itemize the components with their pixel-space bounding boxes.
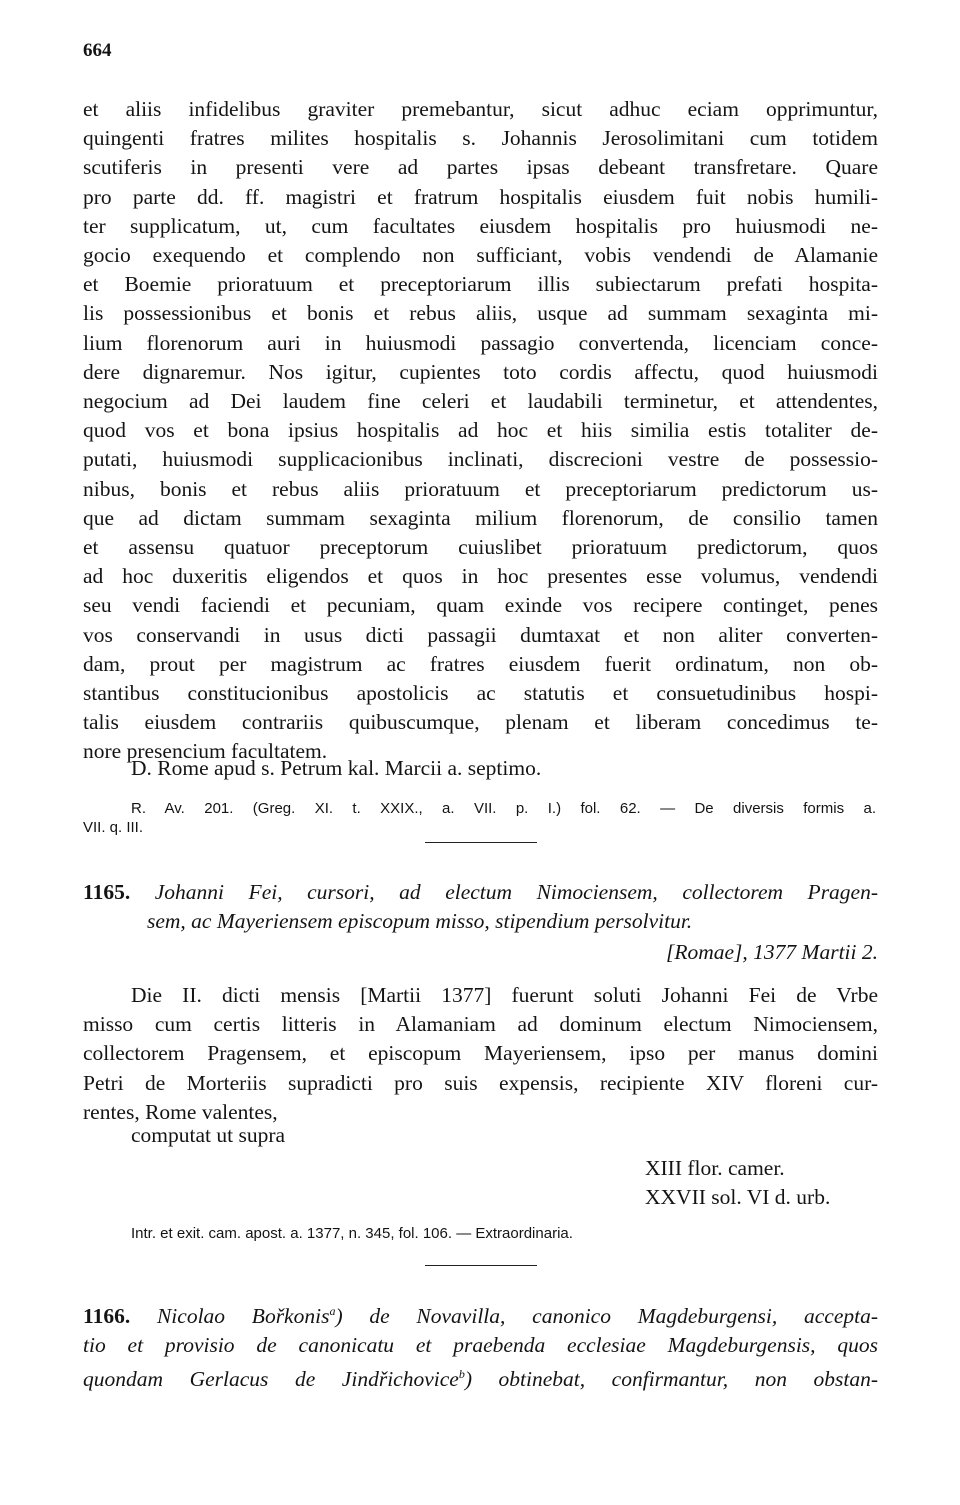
text-line: dere dignaremur. Nos igitur, cupientes toto cordis affectu, quod huiusmodi — [83, 359, 878, 384]
text-line: stantibus constitucionibus apostolicis ac statutis et consuetudinibus hospi- — [83, 681, 878, 706]
entry-title-continued: quondam Gerlacus de Jindřichovice — [83, 1367, 459, 1392]
text-line: scutiferis in presenti vere ad partes ipsas debeant transfretare. Quare — [83, 155, 878, 180]
footnote-marker: a — [329, 1304, 336, 1318]
entry-title: ) de Novavilla, canonico Magdeburgensi, accepta- — [335, 1304, 879, 1329]
entry-heading-1165 — [83, 878, 878, 936]
entry-title-continued: tio et provisio de canonicatu et praebenda ecclesiae Magdeburgensis, quos — [83, 1333, 878, 1358]
text-line: dam, prout per magistrum ac fratres eiusdem fuerit ordinatum, non ob- — [83, 651, 878, 676]
date-line: D. Rome apud s. Petrum kal. Marcii a. septimo. — [131, 756, 542, 780]
text-line: quod vos et bona ipsius hospitalis ad hoc et hiis similia estis totaliter de- — [83, 418, 878, 443]
entry-title: Johanni Fei, cursori, ad electum Nimociensem, collectorem Pragen- — [154, 880, 879, 904]
place-date: [Romae], 1377 Martii 2. — [665, 940, 878, 964]
amount-florins: XIII flor. camer. — [645, 1156, 785, 1180]
text-line: lium florenorum auri in huiusmodi passagio convertenda, licenciam conce- — [83, 330, 878, 355]
entry-title-continued: ) obtinebat, confirmantur, non obstan- — [464, 1367, 878, 1392]
text-line: et aliis infidelibus graviter premebantur, sicut adhuc eciam opprimuntur, — [83, 97, 878, 121]
text-line: pro parte dd. ff. magistri et fratrum hospitalis eiusdem fuit nobis humili- — [83, 184, 878, 209]
text-line: putati, huiusmodi supplicacionibus inclinati, discrecioni vestre de possessio- — [83, 447, 878, 472]
entry-title: Nicolao Bořkonis — [156, 1304, 330, 1329]
text-line: Die II. dicti mensis [Martii 1377] fuerunt soluti Johanni Fei de Vrbe — [131, 983, 878, 1007]
text-line: ter supplicatum, ut, cum facultates eiusdem hospitalis pro huiusmodi ne- — [83, 213, 878, 238]
text-line: seu vendi faciendi et pecuniam, quam exinde vos recipere continget, penes — [83, 593, 878, 618]
text-line: Petri de Morteriis supradicti pro suis expensis, recipiente XIV floreni cur- — [83, 1070, 878, 1095]
text-line: misso cum certis litteris in Alamaniam ad dominum electum Nimociensem, — [83, 1012, 878, 1037]
text-line: et assensu quatuor preceptorum cuiuslibet prioratuum predictorum, quos — [83, 535, 878, 560]
amount-solidi: XXVII sol. VI d. urb. — [645, 1185, 831, 1209]
source-citation: R. Av. 201. (Greg. XI. t. XXIX., a. VII. p. I.) fol. 62. — De diversis formis a. — [131, 800, 876, 817]
text-line: quingenti fratres milites hospitalis s. Johannis Jerosolimitani cum totidem — [83, 126, 878, 151]
text-line: negocium ad Dei laudem fine celeri et laudabili terminetur, et attendentes, — [83, 389, 878, 414]
page-number: 664 — [83, 40, 112, 61]
entry-heading-1166 — [83, 1297, 878, 1394]
computat-line: computat ut supra — [131, 1123, 286, 1147]
text-line: nibus, bonis et rebus aliis prioratuum et preceptoriarum predictorum us- — [83, 476, 878, 501]
text-line: collectorem Pragensem, et episcopum Mayeriensem, ipso per manus domini — [83, 1041, 878, 1066]
body-paragraph-2 — [83, 981, 878, 1127]
footnote-marker: b — [458, 1367, 465, 1382]
text-line: gocio exequendo et complendo non sufficiant, vobis vendendi de Alamanie — [83, 243, 878, 268]
source-citation-2: Intr. et exit. cam. apost. a. 1377, n. 345, fol. 106. — Extraordinaria. — [131, 1225, 573, 1242]
text-line: que ad dictam summam sexaginta milium florenorum, de consilio tamen — [83, 505, 878, 530]
entry-title-continued: sem, ac Mayeriensem episcopum misso, stipendium persolvitur. — [147, 909, 693, 933]
entry-number: 1165. — [83, 880, 131, 904]
entry-number: 1166. — [83, 1304, 131, 1329]
text-line: ad hoc duxeritis eligendos et quos in hoc presentes esse volumus, vendendi — [83, 564, 878, 589]
body-paragraph-1 — [83, 95, 878, 767]
text-line: talis eiusdem contrariis quibuscumque, plenam et liberam concedimus te- — [83, 710, 878, 735]
text-line: nore presencium facultatem. — [83, 739, 328, 764]
text-line: vos conservandi in usus dicti passagii dumtaxat et non aliter converten- — [83, 622, 878, 647]
section-divider — [425, 842, 537, 843]
section-divider — [425, 1265, 537, 1266]
text-line: et Boemie prioratuum et preceptoriarum illis subiectarum prefati hospita- — [83, 272, 878, 297]
source-citation-continued: VII. q. III. — [83, 819, 144, 836]
text-line: lis possessionibus et bonis et rebus aliis, usque ad summam sexaginta mi- — [83, 301, 878, 326]
text-line: rentes, Rome valentes, — [83, 1099, 278, 1124]
